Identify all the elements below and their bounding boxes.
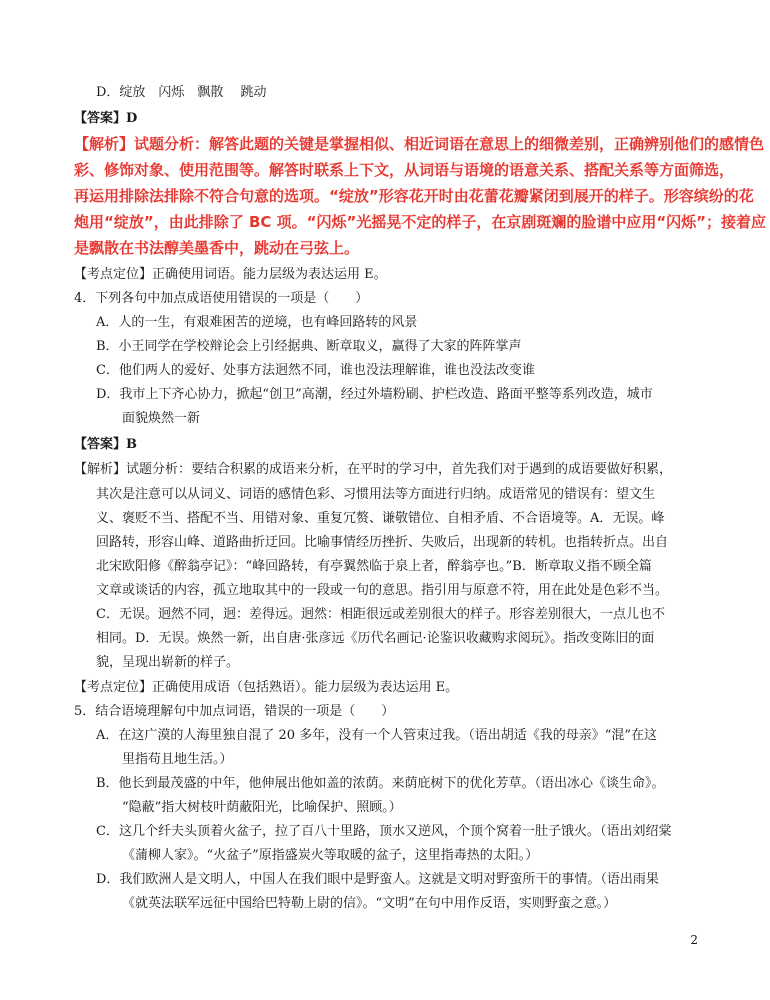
q3-analysis-line-1: 【解析】试题分析：解答此题的关键是掌握相似、相近词语在意思上的细微差别，正确辨别他们的感情色	[74, 135, 765, 153]
q3-analysis-line-3: 再运用排除法排除不符合句意的选项。“绽放”形容花开时由花蕾花瓣紧闭到展开的样子。形容缤纷的花	[74, 187, 754, 205]
q4-analysis-line-2: 其次是注意可以从词义、词语的感情色彩、习惯用法等方面进行归纳。成语常见的错误有：望文生	[96, 487, 656, 502]
q3-analysis-line-5: 是飘散在书法醇美墨香中，跳动在弓弦上。	[74, 239, 360, 257]
q4-option-d-cont: 面貌焕然一新	[122, 411, 201, 426]
q3-analysis-line-4: 炮用“绽放”，由此排除了 BC 项。“闪烁”光摇晃不定的样子，在京剧斑斓的脸谱中应用“闪烁”；接着应	[74, 213, 767, 231]
q5-option-b-cont: “隐蔽”指大树枝叶荫蔽阳光，比喻保护、照顾。）	[122, 800, 402, 815]
q4-option-b: B．小王同学在学校辩论会上引经据典、断章取义，赢得了大家的阵阵掌声	[96, 339, 522, 354]
page-number: 2	[690, 933, 698, 947]
q4-analysis-line-7: C．无误。迥然不同，迥：差得远。迥然：相距很远或差别很大的样子。形容差别很大，一点儿也不	[96, 607, 665, 622]
q3-key-point: 【考点定位】正确使用词语。能力层级为表达运用 E。	[74, 267, 387, 282]
q4-option-d: D．我市上下齐心协力，掀起“创卫”高潮，经过外墙粉刷、护栏改造、路面平整等系列改造，城市	[96, 387, 653, 402]
q5-option-c-cont: 《蒲柳人家》。“火盆子”原指盛炭火等取暖的盆子，这里指毒热的太阳。）	[122, 848, 539, 863]
q4-analysis-line-5: 北宋欧阳修《醉翁亭记》：“峰回路转，有亭翼然临于泉上者，醉翁亭也。”B．断章取义指不顾全篇	[96, 559, 652, 574]
q4-analysis-line-9: 貌，呈现出崭新的样子。	[96, 655, 240, 670]
q5-option-c: C．这几个纤夫头顶着火盆子，拉了百八十里路，顶水又逆风，个顶个窝着一肚子饿火。（语出刘绍棠	[96, 824, 672, 839]
q4-answer: 【答案】B	[74, 437, 137, 452]
q4-key-point: 【考点定位】正确使用成语（包括熟语）。能力层级为表达运用 E。	[74, 680, 459, 695]
q5-option-a-cont: 里指苟且地生活。）	[122, 752, 233, 767]
q4-analysis-line-4: 回路转，形容山峰、道路曲折迂回。比喻事情经历挫折、失败后，出现新的转机。也指转折点。出自	[96, 535, 669, 550]
q5-option-d-cont: 《就英法联军远征中国给巴特勒上尉的信》。“文明”在句中用作反语，实则野蛮之意。）	[122, 896, 617, 911]
q5-option-a: A．在这广漠的人海里独自混了 20 多年，没有一个人管束过我。（语出胡适《我的母亲》“混”在这	[96, 728, 657, 743]
q4-option-c: C．他们两人的爱好、处事方法迥然不同，谁也没法理解谁，谁也没法改变谁	[96, 363, 535, 378]
q4-analysis-line-6: 文章或谈话的内容，孤立地取其中的一段或一句的意思。指引用与原意不符，用在此处是色彩不当。	[96, 583, 669, 598]
q5-option-d: D．我们欧洲人是文明人，中国人在我们眼中是野蛮人。这就是文明对野蛮所干的事情。（语出雨果	[96, 872, 659, 887]
q4-option-a: A．人的一生，有艰难困苦的逆境，也有峰回路转的风景	[96, 315, 418, 330]
q5-stem: 5．结合语境理解句中加点词语，错误的一项是（ ）	[74, 704, 395, 719]
q4-analysis-line-1: 【解析】试题分析：要结合积累的成语来分析，在平时的学习中，首先我们对于遇到的成语要做好积累，	[74, 462, 673, 477]
q5-option-b: B．他长到最茂盛的中年，他伸展出他如盖的浓荫。来荫庇树下的优化芳草。（语出冰心《谈生命》。	[96, 776, 665, 791]
q3-answer: 【答案】D	[74, 111, 138, 126]
q4-analysis-line-3: 义、褒贬不当、搭配不当、用错对象、重复冗赘、谦敬错位、自相矛盾、不合语境等。A．无误。峰	[96, 511, 665, 526]
q3-analysis-line-2: 彩、修饰对象、使用范围等。解答时联系上下文，从词语与语境的语意关系、搭配关系等方面筛选，	[74, 161, 735, 179]
q3-option-d: D．绽放 闪烁 飘散 跳动	[96, 85, 267, 100]
q4-stem: 4．下列各句中加点成语使用错误的一项是（ ）	[74, 291, 369, 306]
q4-analysis-line-8: 相同。D．无误。焕然一新，出自唐·张彦远《历代名画记·论鉴识收藏购求阅玩》。指改变陈旧的面	[96, 631, 655, 646]
